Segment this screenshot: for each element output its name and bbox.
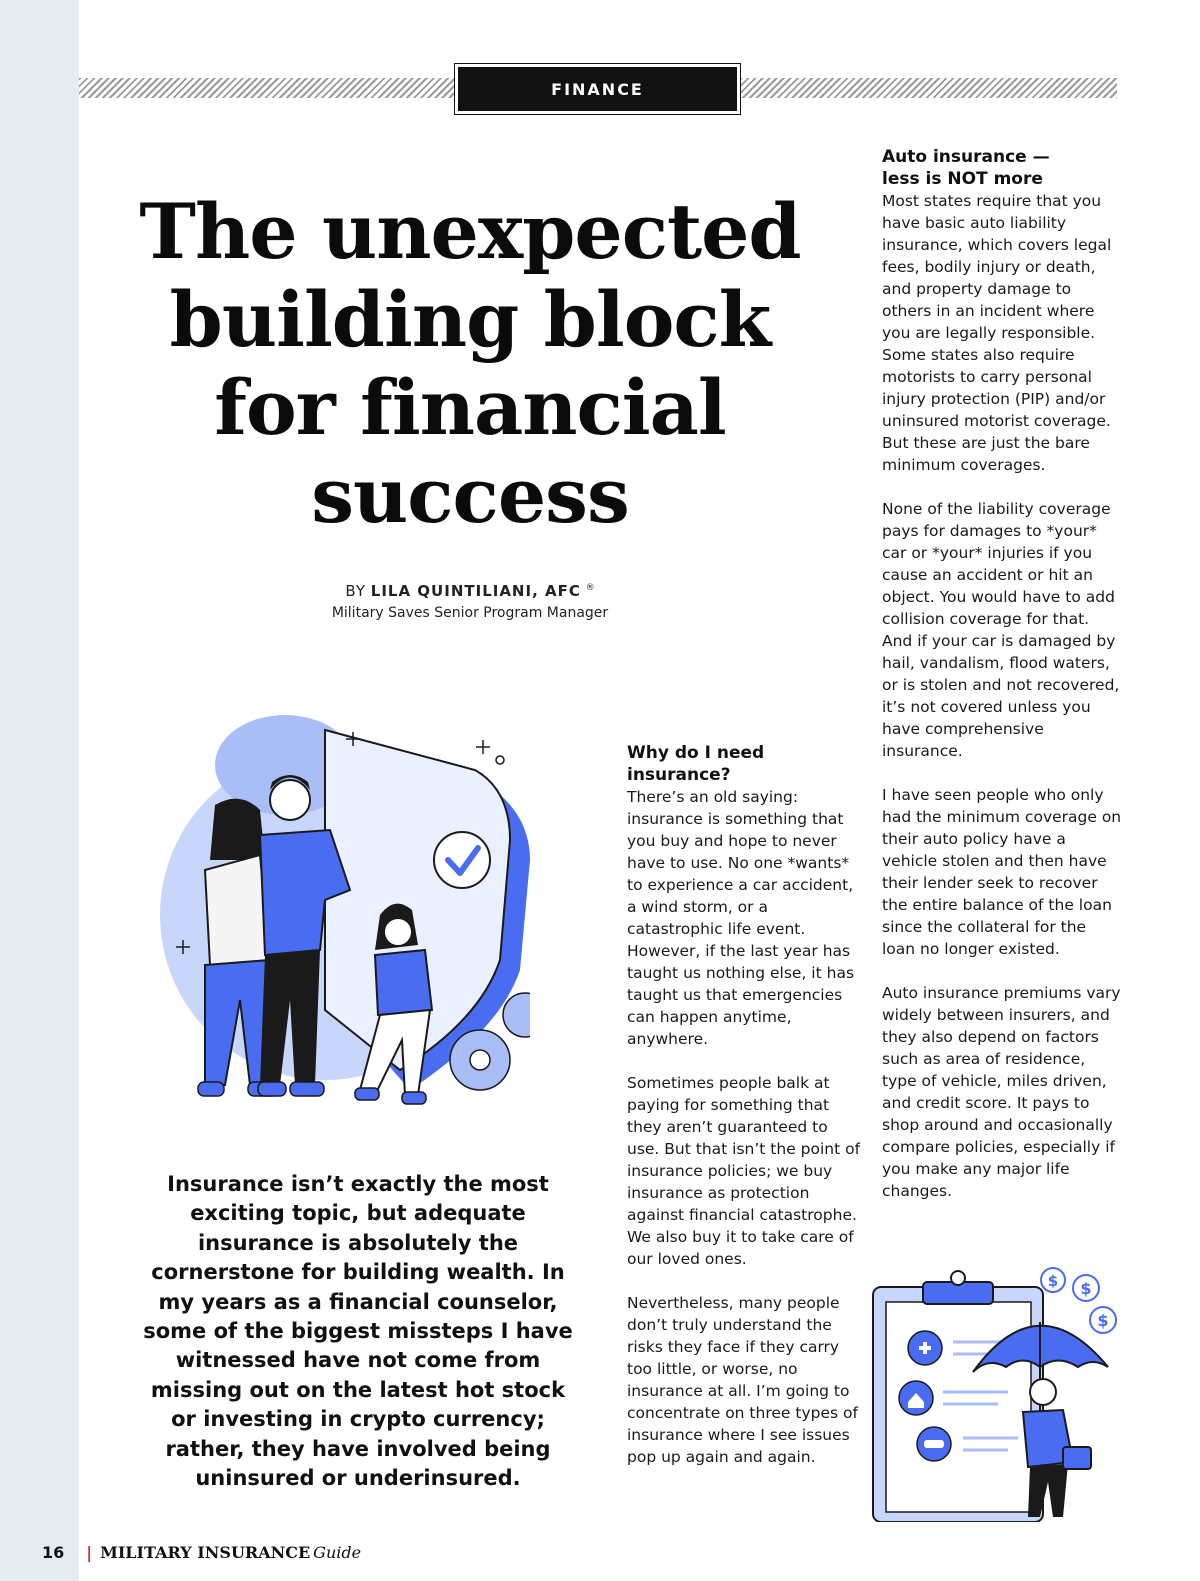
sparkle-dot-shape — [496, 756, 504, 764]
family-shield-illustration — [150, 710, 530, 1120]
section-label: FINANCE — [455, 64, 740, 114]
headline-line: for financial — [214, 363, 726, 452]
section-heading-line: less is NOT more — [882, 169, 1043, 189]
header-rule-left — [79, 78, 455, 98]
businessman-figure — [1023, 1379, 1091, 1517]
page-number: 16 — [42, 1542, 65, 1562]
page-footer — [42, 1540, 361, 1564]
byline — [250, 577, 690, 624]
article-column-middle — [627, 742, 863, 1490]
check-badge-shape — [434, 832, 490, 888]
pull-quote: Insurance isn’t exactly the most exciting topic, but adequate insurance is absolutely the cornerstone for building wealth. In my years as a financial counselor, some of the biggest missteps I have witnessed have not come from missing out on the latest hot stock or investing in crypto currency; rather, they have involved being uninsured or underinsured. — [143, 1172, 573, 1491]
article-column-right — [882, 146, 1122, 1224]
headline-line: building block — [169, 275, 771, 364]
dollar-coin-icon — [1041, 1268, 1065, 1292]
body-paragraph: None of the liability coverage pays for damages to *your* car or *your* injuries if you cause an accident or hit an object. You would have to add collision coverage for that. And if your car is damaged by hail, vandalism, flood waters, or is stolen and not recovered, it’s not covered unless you have comprehensive insurance. — [882, 500, 1120, 760]
insurance-clipboard-illustration — [868, 1262, 1130, 1522]
byline-prefix: BY — [345, 582, 366, 600]
body-paragraph: Auto insurance premiums vary widely between insurers, and they also depend on factors such as area of residence, type of vehicle, miles driven, and credit score. It pays to shop around and occasionally compare policies, especially if you make any major life changes. — [882, 984, 1121, 1200]
byline-author: LILA QUINTILIANI, AFC — [370, 582, 581, 600]
dollar-symbol: $ — [1097, 1311, 1109, 1330]
section-heading-line: Auto insurance — — [882, 147, 1050, 167]
section-heading — [882, 146, 1122, 190]
dollar-coin-icon — [1073, 1275, 1099, 1301]
headline-line: The unexpected — [139, 187, 801, 276]
dollar-coin-icon — [1090, 1307, 1116, 1333]
footer-separator: | — [86, 1542, 93, 1562]
dollar-symbol: $ — [1080, 1279, 1092, 1298]
clipboard-ring-shape — [951, 1271, 965, 1285]
headline — [120, 188, 820, 540]
body-paragraph: I have seen people who only had the minimum coverage on their auto policy have a vehicle stolen and then have their lender seek to recover the entire balance of the loan since the collateral for the loan no longer existed. — [882, 786, 1122, 958]
body-paragraph: There’s an old saying: insurance is something that you buy and hope to never have to use. No one *wants* to experience a car accident, a wind storm, or a catastrophic life event. However, if the last year has taught us nothing else, it has taught us that emergencies can happen anytime, anywhere. — [627, 788, 855, 1048]
header-rule-right — [740, 78, 1117, 98]
body-paragraph: Sometimes people balk at paying for something that they aren’t guaranteed to use. But that isn’t the point of insurance policies; we buy insurance as protection against financial catastrophe. We also buy it to take care of our loved ones. — [627, 1074, 861, 1268]
publication-suffix: Guide — [313, 1542, 362, 1562]
byline-role: Military Saves Senior Program Manager — [331, 605, 609, 621]
body-paragraph: Most states require that you have basic auto liability insurance, which covers legal fees, bodily injury or death, and property damage to others in an incident where you are legally responsible. Some states also require motorists to carry personal injury protection (PIP) and/or uninsured motorist coverage. But these are just the bare minimum coverages. — [882, 192, 1112, 474]
briefcase-icon — [1063, 1447, 1091, 1469]
publication-name: MILITARY INSURANCE — [100, 1542, 311, 1562]
section-heading: Why do I need insurance? — [627, 743, 765, 785]
gear-hub-shape — [470, 1050, 490, 1070]
byline-mark: ® — [585, 583, 595, 593]
side-strip — [0, 0, 79, 1581]
body-paragraph: Nevertheless, many people don’t truly understand the risks they face if they carry too little, or worse, no insurance at all. I’m going to concentrate on three types of insurance where I see issues pop up again and again. — [627, 1294, 858, 1466]
dollar-symbol: $ — [1047, 1272, 1059, 1290]
headline-line: success — [311, 451, 629, 540]
